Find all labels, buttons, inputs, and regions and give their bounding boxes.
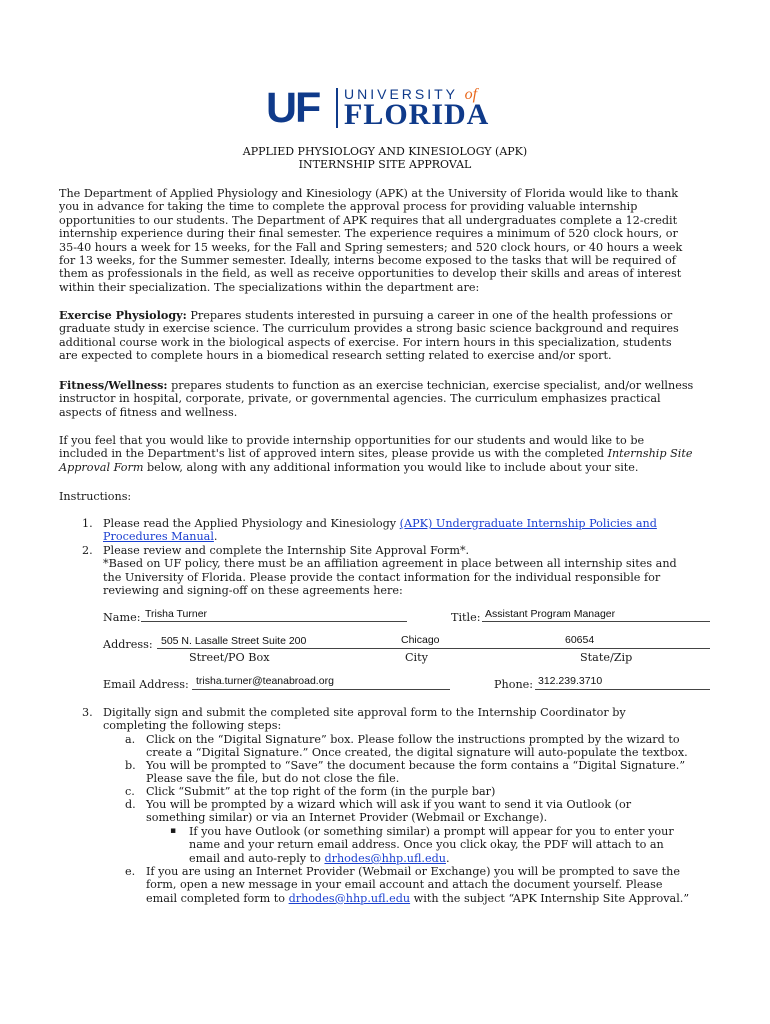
intro-paragraph: The Department of Applied Physiology and Kinesiology (APK) at the University of Florida would like to thank you in advance for taking the time to complete the approval process for providing valuable internship opportunities to our students. The Department of APK requires that all undergraduates complete a 12-credit internship experience during their final semester. The experience requires a minimum of 520 clock hours, or 35-40 hours a week for 15 weeks, for the Fall and Spring semesters; and 520 clock hours, or 40 hours a week for 13 weeks, for the Summer semester. Ideally, interns become exposed to the tasks that will be required of them as professionals in the field, as well as receive opportunities to develop their skills and areas of interest within their specialization. The specializations within the department are: xyxy=(59,187,683,294)
step-letter: a. xyxy=(125,733,136,746)
coordinator-email-link-2[interactable]: drhodes@hhp.ufl.edu xyxy=(288,891,411,905)
title-underline xyxy=(482,621,710,622)
page-subtitle: INTERNSHIP SITE APPROVAL xyxy=(298,158,472,171)
list-number: 2. xyxy=(82,544,93,557)
policies-manual-link-cont[interactable]: Procedures Manual xyxy=(103,530,214,544)
instruction-item-3: Digitally sign and submit the completed site approval form to the Internship Coordinator by completing the following steps: xyxy=(103,706,626,733)
address-label: Address: xyxy=(103,638,153,651)
exercise-heading: Exercise Physiology: xyxy=(59,308,187,322)
step-d: You will be prompted by a wizard which will ask if you want to send it via Outlook (or something similar) or via an Internet Provider (Webmail or Exchange). xyxy=(146,798,632,825)
page-title: APPLIED PHYSIOLOGY AND KINESIOLOGY (APK) xyxy=(242,145,528,158)
logo-university-text: UNIVERSITY of xyxy=(344,86,478,103)
step-c: Click “Submit” at the top right of the form (in the purple bar) xyxy=(146,785,496,798)
invitation-paragraph: If you feel that you would like to provide internship opportunities for our students and would like to be included in the Department's list of approved intern sites, please provide us with the completed Internship Site Approval Form below, along with any additional information you would like to include about your site. xyxy=(59,434,693,474)
street-field[interactable]: 505 N. Lasalle Street Suite 200 xyxy=(161,635,307,647)
city-field[interactable]: Chicago xyxy=(401,634,440,646)
instructions-heading: Instructions: xyxy=(59,490,132,503)
exercise-physiology-paragraph: Exercise Physiology: Prepares students interested in pursuing a career in one of the health professions or graduate study in exercise science. The curriculum provides a strong basic science background and requires additional course work in the biological aspects of exercise. For intern hours in this specialization, students are expected to complete hours in a biomedical research setting related to exercise and/or sport. xyxy=(59,308,679,363)
name-field[interactable]: Trisha Turner xyxy=(145,608,208,620)
step-e: If you are using an Internet Provider (Webmail or Exchange) you will be prompted to save the form, open a new message in your email account and attach the document yourself. Please email completed form to drhodes@hhp.ufl.edu with the subject “APK Internship Site Approval.” xyxy=(146,865,690,905)
step-b: You will be prompted to “Save” the document because the form contains a “Digital Signature.” Please save the file, but do not close the file. xyxy=(146,759,686,786)
phone-label: Phone: xyxy=(494,678,534,691)
policies-manual-link[interactable]: (APK) Undergraduate Internship Policies and xyxy=(399,517,657,530)
list-number: 1. xyxy=(82,517,93,530)
instruction-item-1: Please read the Applied Physiology and Kinesiology (APK) Undergraduate Internship Policies and Procedures Manual. xyxy=(103,517,657,544)
state-zip-sublabel: State/Zip xyxy=(580,651,633,664)
step-letter: d. xyxy=(125,798,136,811)
step-d-bullet: If you have Outlook (or something similar) a prompt will appear for you to enter your name and your return email address. Once you click okay, the PDF will attach to an email and auto-reply to drhodes@hhp.ufl.edu. xyxy=(189,825,674,865)
logo-florida-text: FLORIDA xyxy=(344,98,490,131)
email-field[interactable]: trisha.turner@teanabroad.org xyxy=(196,675,334,687)
uf-logo xyxy=(266,84,506,132)
instruction-item-2: Please review and complete the Internship Site Approval Form*. *Based on UF policy, there must be an affiliation agreement in place between all internship sites and the University of Florida. Please provide the contact information for the individual responsible for reviewing and signing-off on these agreements here: xyxy=(103,544,677,598)
step-letter: e. xyxy=(125,865,136,878)
phone-field[interactable]: 312.239.3710 xyxy=(538,675,603,687)
email-underline xyxy=(192,689,450,690)
name-label: Name: xyxy=(103,611,141,624)
title-label: Title: xyxy=(451,611,481,624)
step-a: Click on the “Digital Signature” box. Please follow the instructions prompted by the wizard to create a “Digital Signature.” Once created, the digital signature will auto-populate the textbox. xyxy=(146,733,688,760)
fitness-heading: Fitness/Wellness: xyxy=(59,378,168,392)
bullet-icon: ▪ xyxy=(170,826,177,836)
coordinator-email-link[interactable]: drhodes@hhp.ufl.edu xyxy=(324,851,446,865)
list-number: 3. xyxy=(82,706,93,719)
city-sublabel: City xyxy=(405,651,428,664)
phone-underline xyxy=(535,689,710,690)
email-label: Email Address: xyxy=(103,678,189,691)
name-underline xyxy=(141,621,407,622)
step-letter: b. xyxy=(125,759,136,772)
uf-monogram: UF xyxy=(266,84,320,132)
street-sublabel: Street/PO Box xyxy=(189,651,270,664)
logo-divider xyxy=(336,88,338,128)
title-field[interactable]: Assistant Program Manager xyxy=(485,608,616,620)
fitness-wellness-paragraph: Fitness/Wellness: prepares students to function as an exercise technician, exercise specialist, and/or wellness instructor in hospital, corporate, private, or governmental agencies. The curriculum emphasizes practical aspects of fitness and wellness. xyxy=(59,378,694,419)
address-underline xyxy=(157,648,710,649)
state-zip-field[interactable]: 60654 xyxy=(565,634,595,646)
step-letter: c. xyxy=(125,785,135,798)
